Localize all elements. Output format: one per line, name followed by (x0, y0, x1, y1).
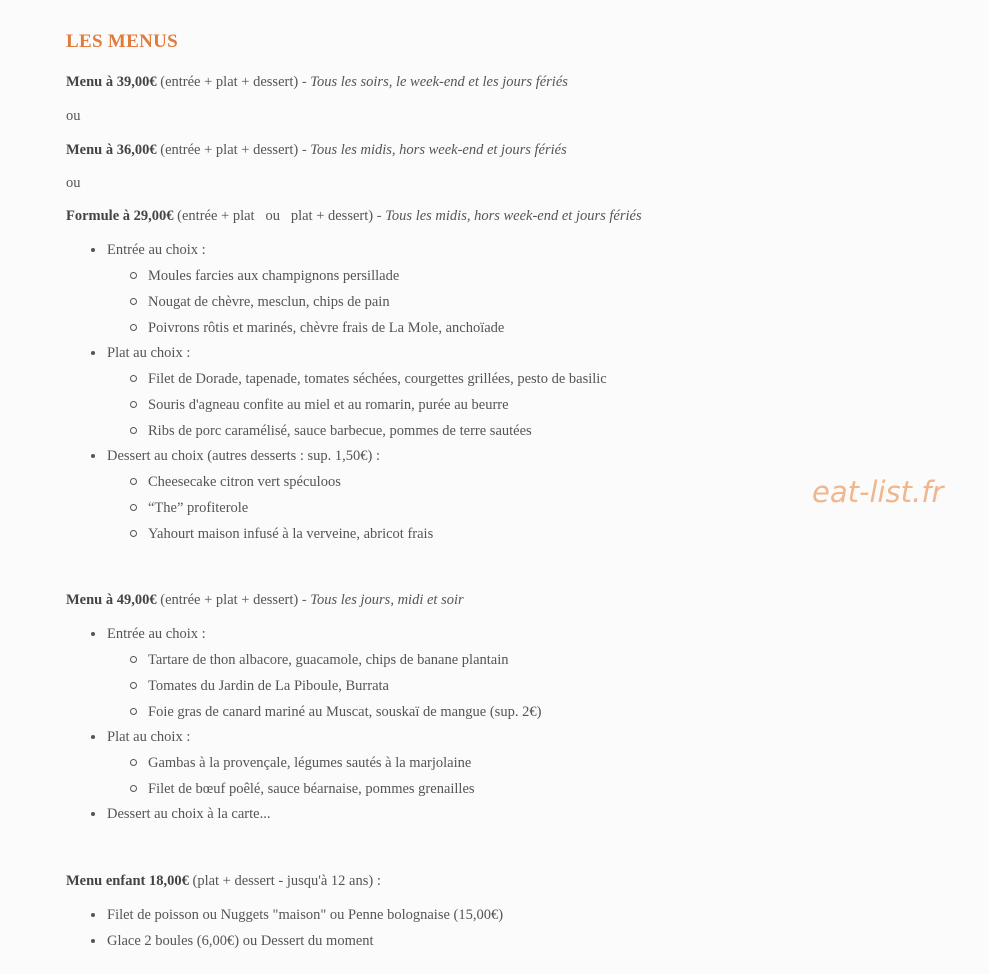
watermark: eat-list.fr (812, 475, 944, 509)
formule-29-content: (entrée + plat ou plat + dessert) (177, 208, 374, 224)
formule-29-separator: - (373, 208, 386, 224)
course-label: Dessert au choix à la carte... (107, 806, 271, 822)
dish-item: Poivrons rôtis et marinés, chèvre frais de La Mole, anchoïade (107, 318, 504, 344)
plat-options (107, 369, 607, 446)
menu-a-courses (107, 240, 505, 336)
menu-49-name: Menu à 49,00€ (66, 592, 157, 608)
course-entree (107, 624, 542, 720)
course-label: Plat au choix : (107, 729, 191, 745)
formule-29-name: Formule à 29,00€ (66, 208, 174, 224)
dish-item: Gambas à la provençale, légumes sautés à la marjolaine (107, 753, 475, 779)
or-separator: ou (66, 175, 81, 191)
menu-b-courses-dessert (107, 804, 270, 830)
menu-b-courses (107, 624, 542, 720)
menu-49-content: (entrée + plat + dessert) (160, 592, 299, 608)
dish-item: Ribs de porc caramélisé, sauce barbecue, pommes de terre sautées (107, 421, 607, 447)
dish-item: Moules farcies aux champignons persillade (107, 266, 504, 292)
dish-item: Nougat de chèvre, mesclun, chips de pain (107, 292, 504, 318)
dish-item: Tomates du Jardin de La Piboule, Burrata (107, 676, 541, 702)
dish-item: Cheesecake citron vert spéculoos (107, 472, 433, 498)
entree-options (107, 650, 541, 727)
course-entree (107, 240, 505, 336)
menu-49-note: Tous les jours, midi et soir (310, 592, 464, 608)
kids-menu-line (66, 871, 381, 891)
course-label: Entrée au choix : (107, 242, 206, 258)
kids-item (107, 905, 503, 931)
kids-item-label: Filet de poisson ou Nuggets "maison" ou Penne bolognaise (15,00€) (107, 907, 504, 923)
kids-item (107, 931, 503, 957)
formule-29-note: Tous les midis, hors week-end et jours fériés (385, 208, 642, 224)
kids-item-label: Glace 2 boules (6,00€) ou Dessert du moment (107, 933, 374, 949)
course-dessert (107, 446, 434, 542)
dessert-options (107, 472, 433, 549)
menu-39-separator: - (298, 74, 311, 90)
menu-49-separator: - (298, 592, 311, 608)
menu-39-note: Tous les soirs, le week-end et les jours fériés (310, 74, 568, 90)
course-dessert (107, 804, 270, 830)
dish-item: Tartare de thon albacore, guacamole, chips de banane plantain (107, 650, 541, 676)
dish-item: Filet de Dorade, tapenade, tomates séchées, courgettes grillées, pesto de basilic (107, 369, 607, 395)
menu-36-separator: - (298, 142, 311, 158)
entree-options (107, 266, 504, 343)
menu-39-line (66, 72, 568, 92)
plat-options (107, 753, 475, 805)
dish-item: “The” profiterole (107, 498, 433, 524)
menu-39-name: Menu à 39,00€ (66, 74, 157, 90)
menu-39-content: (entrée + plat + dessert) (160, 74, 299, 90)
menu-a-courses-dessert (107, 446, 434, 542)
menu-49-line (66, 590, 464, 610)
dish-item: Souris d'agneau confite au miel et au romarin, purée au beurre (107, 395, 607, 421)
dish-item: Yahourt maison infusé à la verveine, abricot frais (107, 524, 433, 550)
course-label: Dessert au choix (autres desserts : sup. 1,50€) : (107, 448, 381, 464)
course-label: Entrée au choix : (107, 626, 206, 642)
dish-item: Filet de bœuf poêlé, sauce béarnaise, pommes grenailles (107, 779, 475, 805)
course-plat (107, 343, 607, 439)
menu-b-courses-plat (107, 727, 475, 797)
dish-item: Foie gras de canard mariné au Muscat, souskaï de mangue (sup. 2€) (107, 702, 541, 728)
page-title: LES MENUS (66, 31, 178, 52)
menu-36-line (66, 140, 567, 160)
course-plat (107, 727, 475, 797)
menu-36-note: Tous les midis, hors week-end et jours fériés (310, 142, 567, 158)
kids-menu-content: (plat + dessert - jusqu'à 12 ans) : (192, 873, 381, 889)
or-separator: ou (66, 108, 81, 124)
menu-36-name: Menu à 36,00€ (66, 142, 157, 158)
kids-menu-items (107, 905, 503, 957)
menu-a-courses-plat (107, 343, 607, 439)
formule-29-line (66, 206, 642, 226)
menu-36-content: (entrée + plat + dessert) (160, 142, 299, 158)
kids-menu-name: Menu enfant 18,00€ (66, 873, 189, 889)
course-label: Plat au choix : (107, 345, 191, 361)
